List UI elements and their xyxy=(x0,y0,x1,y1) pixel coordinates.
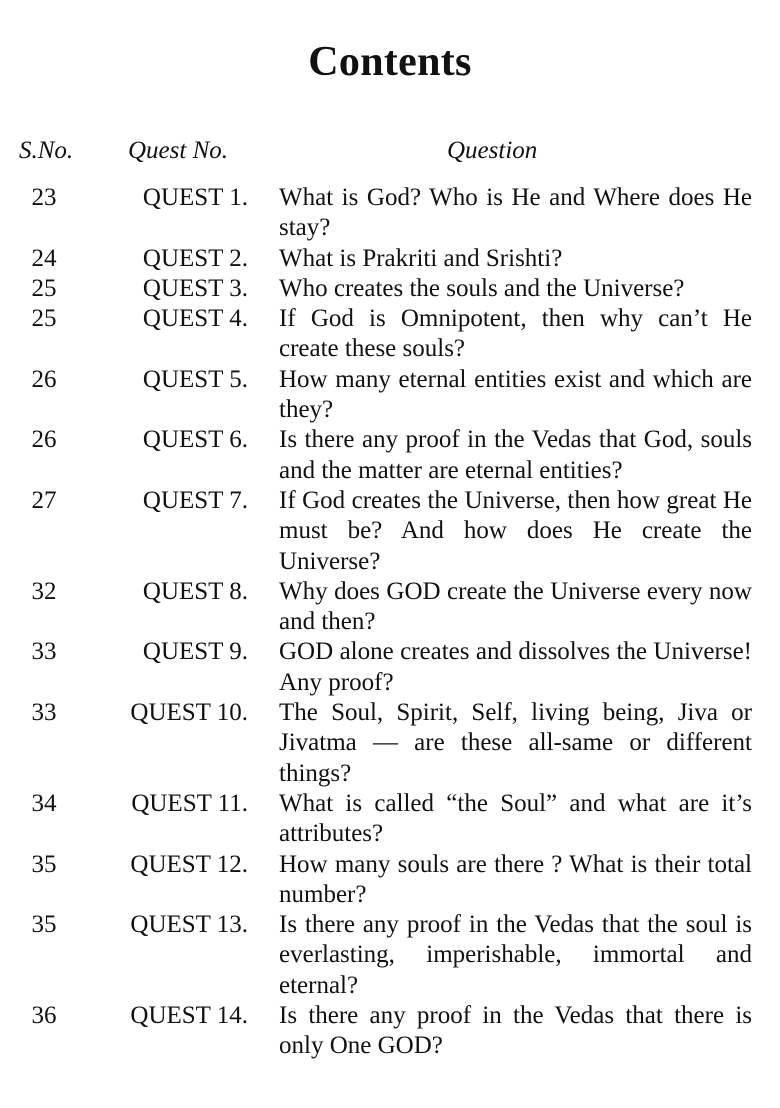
question-text: Is there any proof in the Vedas that the soul is everlasting, imperishable, immortal and eternal? xyxy=(279,911,752,999)
contents-row xyxy=(0,850,780,911)
page-number: 23 xyxy=(31,184,57,211)
page-number: 25 xyxy=(31,274,57,302)
contents-row xyxy=(0,274,780,304)
question-text: What is Prakriti and Srishti? xyxy=(279,244,563,272)
question-text: If God creates the Universe, then how great He must be? And how does He create the Universe? xyxy=(279,486,752,575)
page-number: 26 xyxy=(31,365,57,393)
contents-row xyxy=(0,1001,780,1062)
page-number: 36 xyxy=(31,1002,57,1030)
quest-number: QUEST 3. xyxy=(142,274,248,302)
contents-list xyxy=(0,183,780,1062)
question-text: How many souls are there ? What is their total number? xyxy=(279,850,752,908)
quest-number: QUEST 7. xyxy=(142,486,248,514)
page-number: 25 xyxy=(31,305,57,333)
question-text: If God is Omnipotent, then why can’t He create these souls? xyxy=(279,305,752,363)
quest-number: QUEST 8. xyxy=(142,577,248,605)
question-text: Who creates the souls and the Universe? xyxy=(279,274,685,302)
contents-row xyxy=(0,698,780,789)
quest-number: QUEST 11. xyxy=(131,789,248,817)
page-number: 26 xyxy=(31,426,57,454)
question-text: What is God? Who is He and Where does He stay? xyxy=(279,184,752,242)
question-text: Is there any proof in the Vedas that God, souls and the matter are eternal entities? xyxy=(279,426,752,484)
quest-number: QUEST 2. xyxy=(142,244,248,272)
header-quest-no: Quest No. xyxy=(128,137,228,164)
contents-row xyxy=(0,183,780,244)
question-text: Is there any proof in the Vedas that there is only One GOD? xyxy=(279,1002,752,1060)
column-headers xyxy=(0,137,780,169)
page-title: Contents xyxy=(308,39,472,85)
quest-number: QUEST 14. xyxy=(130,1002,248,1030)
page-number: 34 xyxy=(31,789,57,817)
question-text: Why does GOD create the Universe every now and then? xyxy=(279,577,752,636)
quest-number: QUEST 10. xyxy=(130,699,248,727)
quest-number: QUEST 5. xyxy=(142,365,248,393)
question-text: What is called “the Soul” and what are it’s attributes? xyxy=(279,789,752,848)
page-number: 27 xyxy=(31,486,57,514)
quest-number: QUEST 12. xyxy=(130,850,248,878)
contents-row xyxy=(0,244,780,274)
quest-number: QUEST 13. xyxy=(130,911,248,939)
header-sno: S.No. xyxy=(19,137,74,164)
page-number: 35 xyxy=(31,911,57,939)
question-text: The Soul, Spirit, Self, living being, Jiva or Jivatma — are these all-same or different things? xyxy=(279,699,752,787)
quest-number: QUEST 6. xyxy=(142,426,248,454)
page-number: 32 xyxy=(31,577,57,605)
quest-number: QUEST 4. xyxy=(142,305,248,333)
contents-row xyxy=(0,304,780,365)
question-text: GOD alone creates and dissolves the Universe! Any proof? xyxy=(279,638,752,696)
contents-row xyxy=(0,486,780,577)
contents-row xyxy=(0,637,780,698)
quest-number: QUEST 1. xyxy=(142,184,248,211)
page-number: 33 xyxy=(31,699,57,727)
page-number: 35 xyxy=(31,850,57,878)
contents-row xyxy=(0,789,780,850)
page-number: 24 xyxy=(31,244,57,272)
page-number: 33 xyxy=(31,638,57,666)
contents-row xyxy=(0,577,780,638)
question-text: How many eternal entities exist and which are they? xyxy=(279,365,752,424)
contents-row xyxy=(0,910,780,1001)
contents-row xyxy=(0,425,780,486)
quest-number: QUEST 9. xyxy=(142,638,248,666)
contents-row xyxy=(0,365,780,426)
header-question: Question xyxy=(447,137,538,164)
